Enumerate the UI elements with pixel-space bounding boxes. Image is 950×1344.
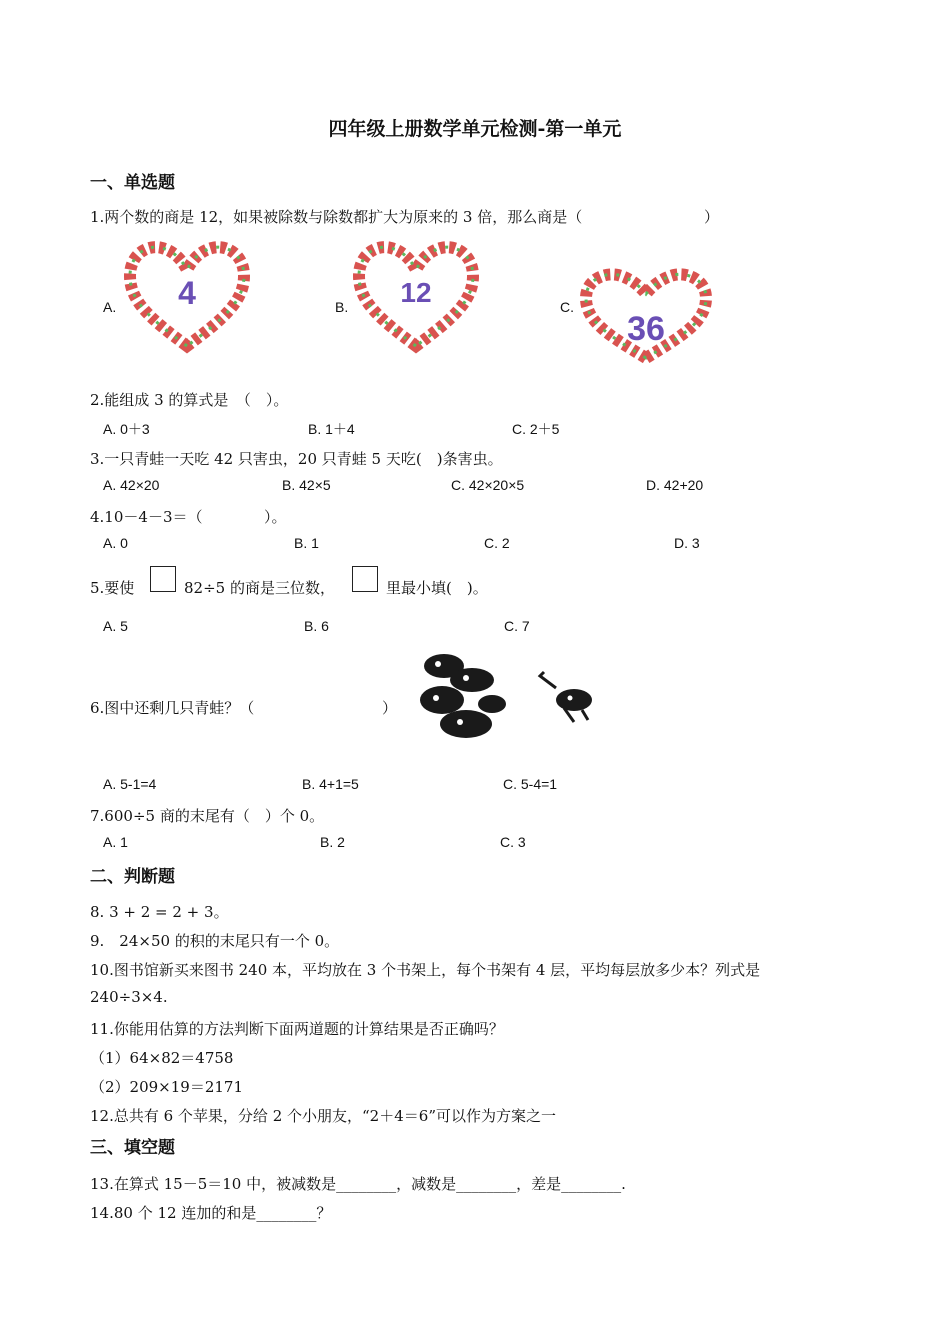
q4-option-b[interactable]: B. 1 — [294, 535, 319, 551]
q4-option-d[interactable]: D. 3 — [674, 535, 700, 551]
question-6: 6.图中还剩几只青蛙？（ — [90, 699, 255, 717]
question-10-line2: 240÷3×4. — [90, 988, 168, 1006]
heart-wreath-36 — [578, 268, 714, 364]
heart-number-4: 4 — [178, 275, 196, 311]
frogs-picture — [414, 648, 599, 742]
question-1-close: ） — [704, 208, 720, 226]
question-7: 7.600÷5 商的末尾有（ ）个 0。 — [90, 807, 325, 825]
heart-wreath-4 — [124, 240, 250, 358]
q2-option-c[interactable]: C. 2＋5 — [512, 421, 560, 437]
question-4: 4.10－4－3＝（ — [90, 508, 203, 526]
question-12: 12.总共有 6 个苹果，分给 2 个小朋友，“2＋4＝6”可以作为方案之一 — [90, 1107, 556, 1125]
q4-option-c[interactable]: C. 2 — [484, 535, 510, 551]
q2-option-b[interactable]: B. 1＋4 — [308, 421, 355, 437]
question-11: 11.你能用估算的方法判断下面两道题的计算结果是否正确吗？ — [90, 1020, 504, 1038]
question-9: 9. 24×50 的积的末尾只有一个 0。 — [90, 932, 340, 950]
question-13: 13.在算式 15－5＝10 中，被减数是________，减数是________，差是________. — [90, 1175, 626, 1193]
question-11-part1: （1）64×82＝4758 — [90, 1049, 234, 1067]
q5-option-c[interactable]: C. 7 — [504, 618, 530, 634]
question-5-prefix: 5.要使 — [90, 579, 135, 597]
question-1: 1.两个数的商是 12，如果被除数与除数都扩大为原来的 3 倍，那么商是（ — [90, 208, 583, 226]
q3-option-a[interactable]: A. 42×20 — [103, 477, 160, 493]
section-true-false: 二、判断题 — [90, 867, 175, 887]
heart-wreath-12 — [353, 240, 479, 358]
page-title: 四年级上册数学单元检测-第一单元 — [328, 118, 622, 140]
q1-option-a[interactable]: A. — [103, 299, 117, 315]
question-5-suffix: 里最小填( )。 — [386, 579, 488, 597]
section-fill-blank: 三、填空题 — [90, 1138, 175, 1158]
q5-option-b[interactable]: B. 6 — [304, 618, 329, 634]
q7-option-a[interactable]: A. 1 — [103, 834, 128, 850]
blank-box-2 — [352, 566, 378, 592]
question-4-close: ）。 — [264, 508, 287, 526]
q6-option-c[interactable]: C. 5-4=1 — [503, 776, 558, 792]
q3-option-d[interactable]: D. 42+20 — [646, 477, 704, 493]
question-5-middle: 82÷5 的商是三位数， — [184, 579, 335, 597]
q3-option-b[interactable]: B. 42×5 — [282, 477, 331, 493]
q7-option-b[interactable]: B. 2 — [320, 834, 345, 850]
question-11-part2: （2）209×19＝2171 — [90, 1078, 244, 1096]
blank-box-1 — [150, 566, 176, 592]
q1-option-c[interactable]: C. — [560, 299, 574, 315]
question-10-line1: 10.图书馆新买来图书 240 本，平均放在 3 个书架上，每个书架有 4 层，平均每层放多少本？列式是 — [90, 961, 761, 979]
q5-option-a[interactable]: A. 5 — [103, 618, 128, 634]
q6-option-a[interactable]: A. 5-1=4 — [103, 776, 157, 792]
q2-option-a[interactable]: A. 0＋3 — [103, 421, 150, 437]
q6-option-b[interactable]: B. 4+1=5 — [302, 776, 359, 792]
q7-option-c[interactable]: C. 3 — [500, 834, 526, 850]
section-single-choice: 一、单选题 — [90, 173, 175, 193]
heart-number-12: 12 — [400, 277, 432, 308]
question-8: 8. 3 + 2 = 2 + 3。 — [90, 903, 229, 921]
q4-option-a[interactable]: A. 0 — [103, 535, 128, 551]
q1-option-b[interactable]: B. — [335, 299, 349, 315]
question-6-close: ） — [382, 699, 398, 717]
q3-option-c[interactable]: C. 42×20×5 — [451, 477, 525, 493]
heart-number-36: 36 — [627, 310, 665, 348]
question-3: 3.一只青蛙一天吃 42 只害虫，20 只青蛙 5 天吃( )条害虫。 — [90, 450, 503, 468]
question-14: 14.80 个 12 连加的和是________？ — [90, 1204, 332, 1222]
question-2: 2.能组成 3 的算式是 （ ）。 — [90, 391, 289, 409]
